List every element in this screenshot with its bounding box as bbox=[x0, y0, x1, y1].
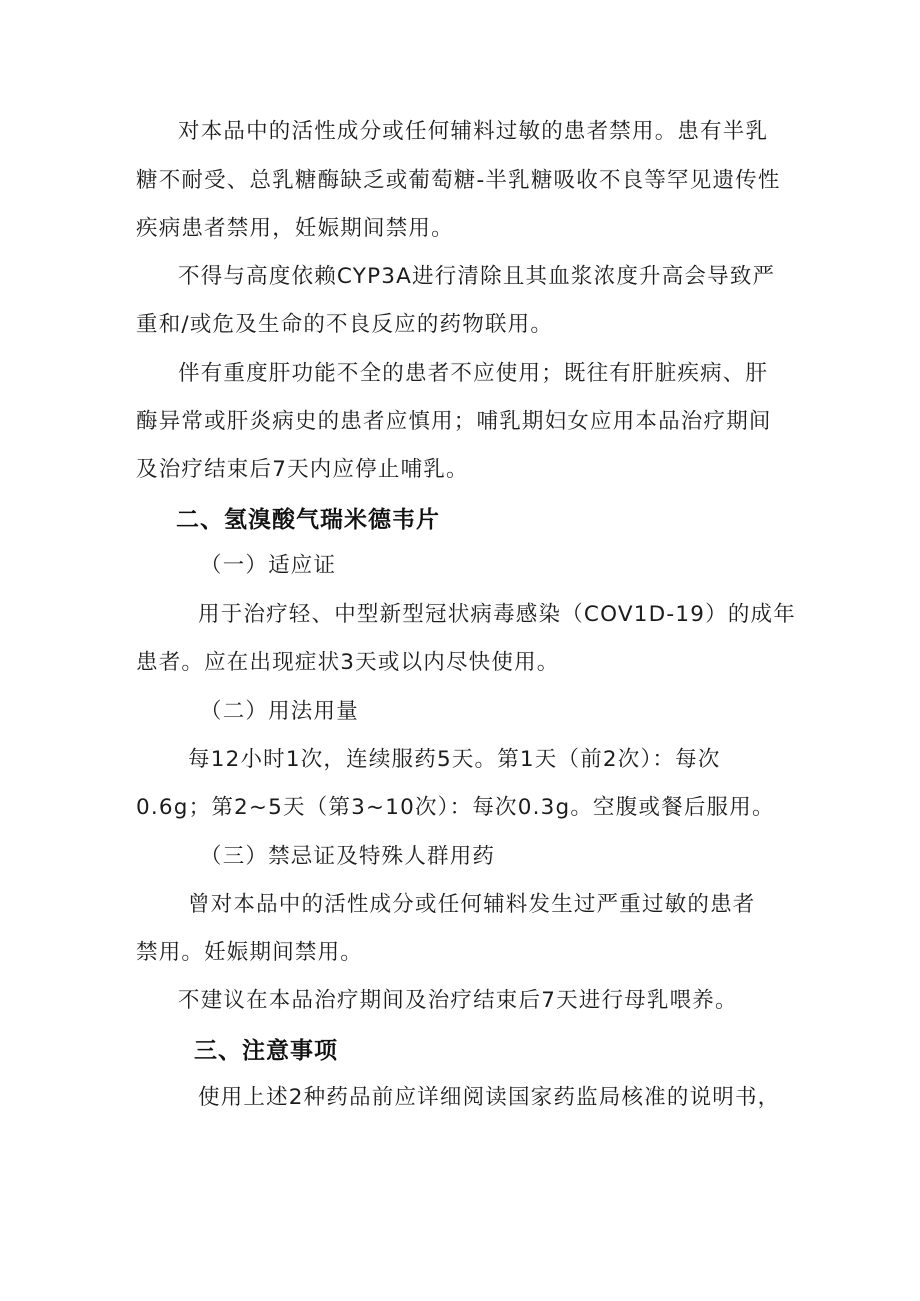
section3-line-1: 使用上述2种药品前应详细阅读国家药监局核准的说明书， bbox=[198, 1085, 781, 1110]
para1-line-3: 疾病患者禁用，妊娠期间禁用。 bbox=[136, 216, 454, 241]
section2-heading: 二、氢溴酸气瑞米德韦片 bbox=[176, 507, 440, 533]
para3-line-1: 伴有重度肝功能不全的患者不应使用；既往有肝脏疾病、肝 bbox=[178, 361, 769, 386]
section2-sub3-line-3: 不建议在本品治疗期间及治疗结束后7天进行母乳喂养。 bbox=[178, 988, 738, 1013]
section2-sub3-line-2: 禁用。妊娠期间禁用。 bbox=[136, 940, 364, 965]
para1-line-2: 糖不耐受、总乳糖酶缺乏或葡萄糖-半乳糖吸收不良等罕见遗传性 bbox=[136, 168, 781, 193]
section3-heading: 三、注意事项 bbox=[194, 1038, 338, 1064]
section2-sub2-title: （二）用法用量 bbox=[200, 699, 359, 724]
section2-sub1-line-2: 患者。应在出现症状3天或以内尽快使用。 bbox=[136, 650, 560, 675]
para2-line-2: 重和/或危及生命的不良反应的药物联用。 bbox=[136, 312, 554, 337]
section2-sub2-line-1: 每12小时1次，连续服药5天。第1天（前2次）：每次 bbox=[188, 747, 721, 772]
para3-line-3: 及治疗结束后7天内应停止哺乳。 bbox=[136, 457, 469, 482]
para1-line-1: 对本品中的活性成分或任何辅料过敏的患者禁用。患有半乳 bbox=[178, 119, 769, 144]
para3-line-2: 酶异常或肝炎病史的患者应慎用；哺乳期妇女应用本品治疗期间 bbox=[136, 409, 772, 434]
section2-sub3-title: （三）禁忌证及特殊人群用药 bbox=[200, 844, 496, 869]
section2-sub2-line-2: 0.6g；第2~5天（第3~10次）：每次0.3g。空腹或餐后服用。 bbox=[136, 795, 775, 820]
section2-sub1-title: （一）适应证 bbox=[200, 553, 337, 578]
section2-sub1-line-1: 用于治疗轻、中型新型冠状病毒感染（COV1D-19）的成年 bbox=[198, 602, 796, 627]
para2-line-1: 不得与高度依赖CYP3A进行清除且其血浆浓度升高会导致严 bbox=[178, 264, 776, 289]
section2-sub3-line-1: 曾对本品中的活性成分或任何辅料发生过严重过敏的患者 bbox=[188, 892, 756, 917]
